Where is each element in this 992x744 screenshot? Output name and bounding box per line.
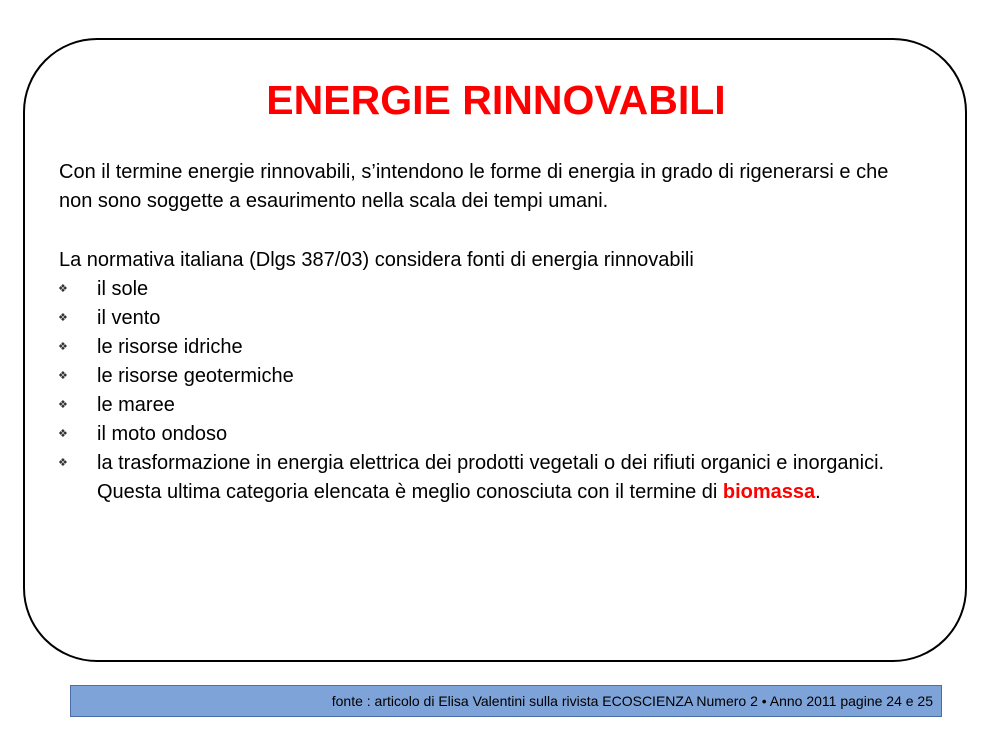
biomass-highlight: biomassa — [722, 481, 816, 503]
paragraph-gap — [59, 216, 919, 246]
bullet-icon: ❖ — [58, 399, 68, 411]
list-item-end: . — [815, 481, 821, 503]
list-item — [59, 333, 919, 362]
list-item-text: il moto ondoso — [97, 423, 228, 445]
list-item — [59, 275, 919, 304]
bullet-icon: ❖ — [58, 283, 68, 295]
list-item-text: le risorse idriche — [97, 336, 243, 358]
bullet-icon: ❖ — [58, 370, 68, 382]
list-item-biomass — [59, 449, 919, 507]
sources-list — [59, 275, 919, 507]
intro-paragraph: Con il termine energie rinnovabili, s’intendono le forme di energia in grado di rigenerarsi e che non sono soggette a esaurimento nella scala dei tempi umani. — [59, 161, 889, 212]
lead-paragraph: La normativa italiana (Dlgs 387/03) considera fonti di energia rinnovabili — [59, 249, 694, 271]
slide-title: ENERGIE RINNOVABILI — [266, 77, 726, 123]
list-item-text: il sole — [97, 278, 149, 300]
list-item-text: il vento — [97, 307, 161, 329]
bullet-icon: ❖ — [58, 457, 68, 469]
list-item — [59, 304, 919, 333]
bullet-icon: ❖ — [58, 312, 68, 324]
list-item-text: le risorse geotermiche — [97, 365, 294, 387]
source-footer: fonte : articolo di Elisa Valentini sulla rivista ECOSCIENZA Numero 2 • Anno 2011 pagine 24 e 25 — [70, 685, 942, 717]
list-item — [59, 420, 919, 449]
list-item — [59, 362, 919, 391]
list-item-text: la trasformazione in energia elettrica dei prodotti vegetali o dei rifiuti organici e inorganici. Questa ultima categoria elencata è meglio conosciuta con il termine di — [97, 452, 885, 503]
list-item — [59, 391, 919, 420]
list-item-text: le maree — [97, 394, 175, 416]
bullet-icon: ❖ — [58, 341, 68, 353]
slide-body — [59, 158, 919, 507]
bullet-icon: ❖ — [58, 428, 68, 440]
